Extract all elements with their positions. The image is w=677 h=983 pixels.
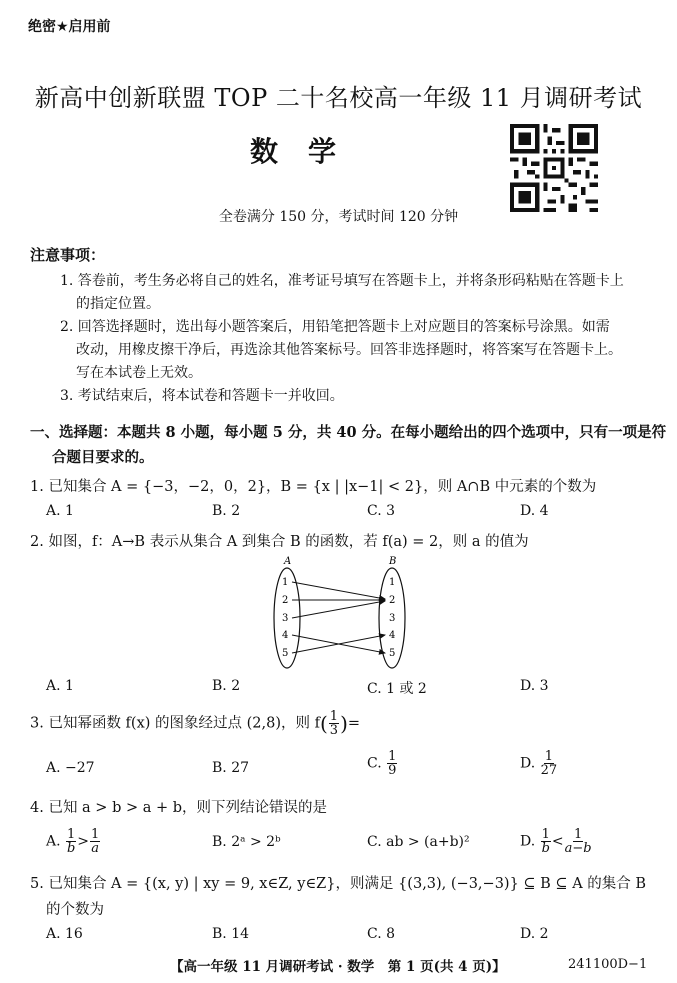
a-elem: 4 xyxy=(282,630,289,641)
section-heading-cont: 合题目要求的。 xyxy=(52,449,154,466)
b-elem: 5 xyxy=(389,648,396,659)
note-line: 的指定位置。 xyxy=(76,296,160,312)
subject-title: 数学 xyxy=(250,135,367,168)
q3-option-a: A. −27 xyxy=(46,760,95,776)
section-heading: 一、选择题：本题共 8 小题，每小题 5 分，共 40 分。在每小题给出的四个选项中，只有一项是符 xyxy=(30,424,667,441)
b-elem: 3 xyxy=(389,613,396,624)
confidential-mark: 绝密★启用前 xyxy=(28,19,111,35)
q3-option-d: D. $\frac{1}{27}$ xyxy=(520,749,558,778)
mapping-diagram xyxy=(268,552,418,670)
question-2: 2. 如图，f：A→B 表示从集合 A 到集合 B 的函数，若 f(a) = 2，则 a 的值为 xyxy=(30,534,529,550)
a-elem: 3 xyxy=(282,613,289,624)
note-line: 3. 考试结束后，将本试卷和答题卡一并收回。 xyxy=(60,388,344,404)
q1-option-c: C. 3 xyxy=(367,503,396,519)
q3-fraction: $\frac{1}{3}$ xyxy=(329,709,339,738)
q4-option-a: A. $\frac{1}{b}$ > $\frac{1}{a}$ xyxy=(46,827,100,856)
q5-option-d: D. 2 xyxy=(520,926,549,942)
q1-option-d: D. 4 xyxy=(520,503,549,519)
q4-option-d: D. $\frac{1}{b}$ < $\frac{1}{a-b}$ xyxy=(520,827,592,856)
a-elem: 5 xyxy=(282,648,289,659)
q1-option-a: A. 1 xyxy=(46,503,74,519)
exam-info: 全卷满分 150 分，考试时间 120 分钟 xyxy=(218,209,459,225)
question-1: 1. 已知集合 A = {−3，−2，0，2}，B = {x | |x−1| < 2}，则 A∩B 中元素的个数为 xyxy=(30,479,597,495)
q3-option-b: B. 27 xyxy=(212,760,250,776)
question-3: 3. 已知幂函数 f(x) 的图象经过点 (2,8)，则 f( $\frac{1}{3}$ )= xyxy=(30,709,361,738)
q3-option-c: C. $\frac{1}{9}$ xyxy=(367,749,397,778)
note-line: 1. 答卷前，考生务必将自己的姓名，准考证号填写在答题卡上，并将条形码粘贴在答题卡上 xyxy=(60,273,624,289)
q2-option-a: A. 1 xyxy=(46,678,74,694)
q4-option-c: C. ab > (a+b)² xyxy=(367,834,470,850)
set-a-label: A xyxy=(284,556,292,567)
a-elem: 2 xyxy=(282,595,289,606)
mapping-arrow xyxy=(292,601,385,618)
q5-option-b: B. 14 xyxy=(212,926,250,942)
qr-code-icon xyxy=(510,124,598,212)
q5-option-a: A. 16 xyxy=(46,926,83,942)
mapping-arrow xyxy=(292,582,385,599)
q5-option-c: C. 8 xyxy=(367,926,396,942)
paper-code: 241100D−1 xyxy=(568,957,648,972)
question-4: 4. 已知 a > b > a + b，则下列结论错误的是 xyxy=(30,800,328,816)
question-5: 5. 已知集合 A = {(x, y) | xy = 9, x∈Z, y∈Z}，则满足 {(3,3), (−3,−3)} ⊆ B ⊆ A 的集合 B xyxy=(30,876,647,892)
note-line: 2. 回答选择题时，选出每小题答案后，用铅笔把答题卡上对应题目的答案标号涂黑。如需 xyxy=(60,319,610,335)
notes-heading: 注意事项： xyxy=(30,246,106,264)
set-b-label: B xyxy=(389,556,397,567)
a-elem: 1 xyxy=(282,577,289,588)
q2-option-b: B. 2 xyxy=(212,678,241,694)
b-elem: 1 xyxy=(389,577,396,588)
q2-option-d: D. 3 xyxy=(520,678,549,694)
b-elem: 2 xyxy=(389,595,396,606)
question-5-cont: 的个数为 xyxy=(46,902,104,918)
note-line: 写在本试卷上无效。 xyxy=(76,365,202,381)
page-footer: 【高一年级 11 月调研考试 · 数学 第 1 页(共 4 页)】 xyxy=(170,959,506,975)
b-elem: 4 xyxy=(389,630,396,641)
q4-option-b: B. 2ᵃ > 2ᵇ xyxy=(212,834,281,850)
q2-option-c: C. 1 或 2 xyxy=(367,681,427,697)
q1-option-b: B. 2 xyxy=(212,503,241,519)
note-line: 改动，用橡皮擦干净后，再选涂其他答案标号。回答非选择题时，将答案写在答题卡上。 xyxy=(76,342,622,358)
q3-text: 3. 已知幂函数 f(x) 的图象经过点 (2,8)，则 f xyxy=(30,715,320,732)
exam-title: 新高中创新联盟 TOP 二十名校高一年级 11 月调研考试 xyxy=(34,84,643,112)
